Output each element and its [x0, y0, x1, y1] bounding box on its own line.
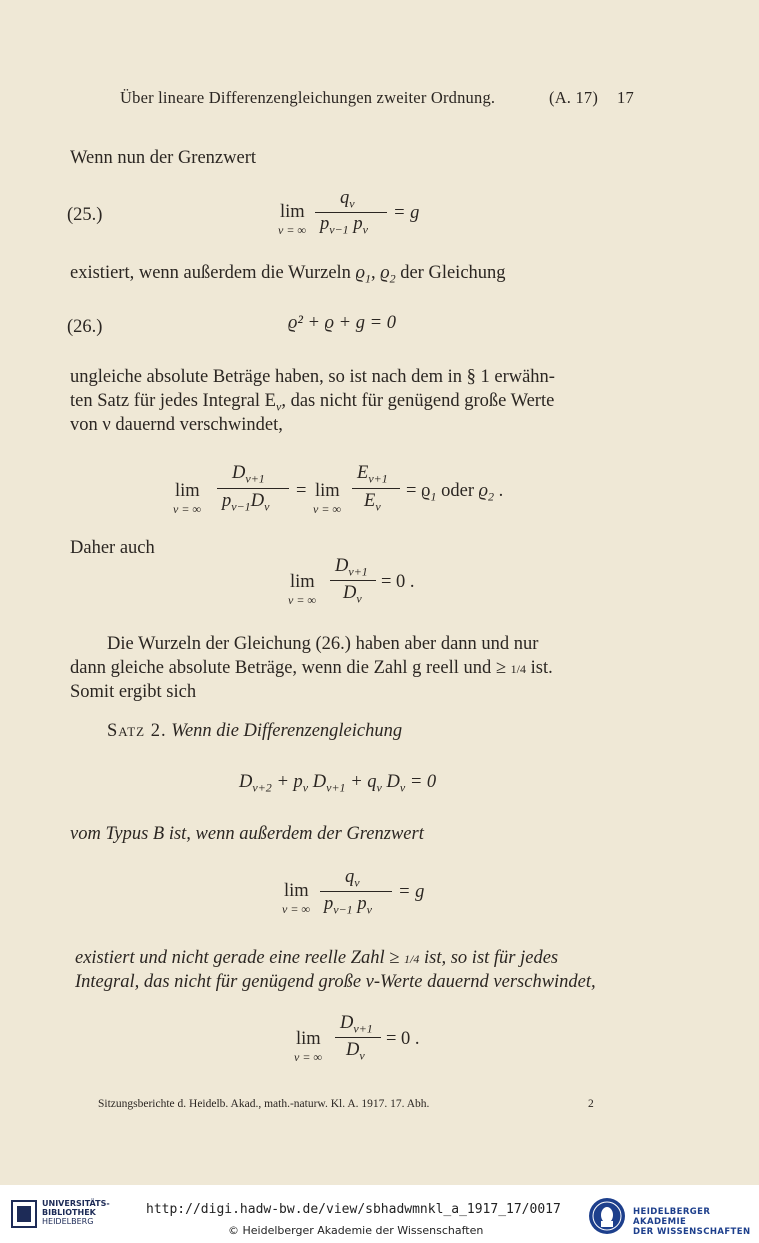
fraction-bar — [315, 212, 387, 213]
lim-subscript: ν = ∞ — [282, 902, 310, 916]
fraction-bar — [335, 1037, 381, 1038]
theorem-heading: Satz 2. Wenn die Differenzengleichung — [107, 721, 403, 741]
fraction-denominator: $D_\nu$ — [343, 583, 362, 606]
paragraph-2: existiert, wenn außerdem die Wurzeln $ϱ_1$, $ϱ_2$ der Gleichung — [70, 263, 506, 286]
equation-rhs: = g — [393, 203, 420, 223]
equals-sign: = — [296, 481, 307, 501]
paragraph-7-line-2: Integral, das nicht für genügend große ν-Werte dauernd verschwindet, — [75, 972, 596, 992]
ub-logo-line-2: BIBLIOTHEK — [42, 1208, 96, 1217]
paragraph-4: Daher auch — [70, 538, 155, 558]
fraction-numerator: $q_\nu$ — [340, 188, 355, 211]
lim-subscript: ν = ∞ — [294, 1050, 322, 1064]
running-header-title: Über lineare Differenzengleichungen zweiter Ordnung. — [120, 88, 496, 107]
paragraph-1: Wenn nun der Grenzwert — [70, 148, 257, 168]
page-footer-signature: 2 — [588, 1098, 594, 1110]
numerator-2: $E_{\nu+1}$ — [357, 463, 388, 486]
fraction-denominator: $D_\nu$ — [346, 1040, 365, 1063]
hak-logo-line-1: HEIDELBERGER AKADEMIE — [633, 1207, 711, 1227]
denominator-2: $E_\nu$ — [364, 491, 381, 514]
paragraph-3-line-2: ten Satz für jedes Integral $E_\nu$, das nicht für genügend große Werte — [70, 391, 555, 414]
hak-logo-text[interactable] — [633, 1207, 759, 1237]
paragraph-3-line-3: von ν dauernd verschwindet, — [70, 415, 283, 435]
fraction-bar — [330, 580, 376, 581]
equation-label: (25.) — [67, 205, 103, 225]
paragraph-7-line-1: existiert und nicht gerade eine reelle Zahl ≥ 1/4 ist, so ist für jedes — [75, 948, 559, 968]
equation-rhs: = 0 . — [386, 1029, 420, 1049]
fraction-numerator: $D_{\nu+1}$ — [340, 1013, 373, 1036]
lim-subscript-1: ν = ∞ — [173, 502, 201, 516]
ub-logo-text[interactable] — [42, 1199, 110, 1226]
fraction-numerator: $q_\nu$ — [345, 867, 360, 890]
running-header-ref: (A. 17) — [549, 88, 599, 107]
equation-rhs: = g — [398, 882, 425, 902]
numerator-1: $D_{\nu+1}$ — [232, 463, 265, 486]
fraction-numerator: $D_{\nu+1}$ — [335, 556, 368, 579]
fraction-denominator: $p_{\nu-1}$ $p_\nu$ — [324, 894, 372, 917]
paragraph-6: vom Typus B ist, wenn außerdem der Grenzwert — [70, 824, 424, 844]
paragraph-5-line-1: Die Wurzeln der Gleichung (26.) haben aber dann und nur — [107, 634, 539, 654]
equation-29: $D_{\nu+2} + p_\nu$ $D_{\nu+1} + q_\nu$ $D_\nu = 0$ — [239, 772, 437, 795]
fraction-bar-2 — [352, 488, 400, 489]
lim-subscript: ν = ∞ — [288, 593, 316, 607]
lim-operator-1: lim — [175, 481, 200, 501]
lim-subscript-2: ν = ∞ — [313, 502, 341, 516]
lim-operator: lim — [284, 881, 309, 901]
ub-logo-line-1: UNIVERSITÄTS- — [42, 1199, 110, 1208]
permalink-url[interactable]: http://digi.hadw-bw.de/view/sbhadwmnkl_a_1917_17/0017 — [146, 1202, 561, 1217]
fraction-bar-1 — [217, 488, 289, 489]
lim-operator: lim — [290, 572, 315, 592]
page-number: 17 — [617, 88, 634, 107]
ub-logo-line-3: HEIDELBERG — [42, 1217, 94, 1226]
lim-operator: lim — [280, 202, 305, 222]
paragraph-5-line-3: Somit ergibt sich — [70, 682, 197, 702]
equation-26-label: (26.) — [67, 317, 103, 337]
page-footer-citation: Sitzungsberichte d. Heidelb. Akad., math.-naturw. Kl. A. 1917. 17. Abh. — [98, 1098, 430, 1110]
hak-seal-icon[interactable] — [587, 1196, 627, 1236]
copyright-notice: © Heidelberger Akademie der Wissenschaften — [228, 1224, 484, 1237]
paragraph-5-line-2: dann gleiche absolute Beträge, wenn die Zahl g reell und ≥ 1/4 ist. — [70, 658, 553, 678]
fraction-bar — [320, 891, 392, 892]
hak-logo-line-2: DER WISSENSCHAFTEN — [633, 1227, 751, 1237]
equation-rhs: = $ϱ_1$ oder $ϱ_2$ . — [406, 481, 504, 504]
equation-26: ϱ² + ϱ + g = 0 — [288, 313, 397, 333]
equation-rhs: = 0 . — [381, 572, 415, 592]
ub-logo-icon — [10, 1199, 38, 1229]
lim-operator-2: lim — [315, 481, 340, 501]
fraction-denominator: $p_{\nu-1}$ $p_\nu$ — [320, 214, 368, 237]
lim-operator: lim — [296, 1029, 321, 1049]
lim-subscript: ν = ∞ — [278, 223, 306, 237]
denominator-1: $p_{\nu-1}D_\nu$ — [222, 491, 270, 514]
paragraph-3-line-1: ungleiche absolute Beträge haben, so ist nach dem in § 1 erwähn- — [70, 367, 555, 387]
